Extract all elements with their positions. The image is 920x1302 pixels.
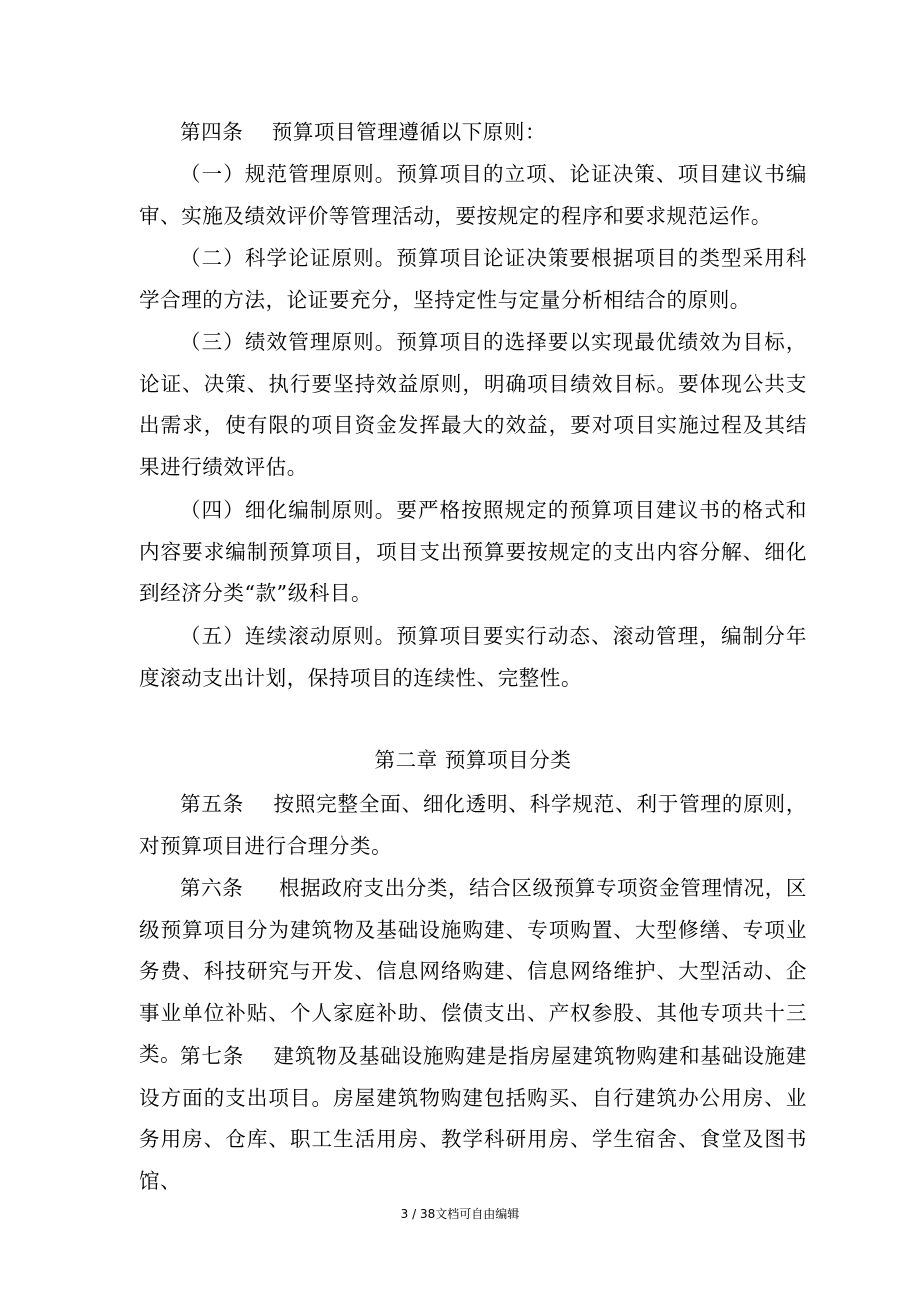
- principle-text: （三）绩效管理原则。预算项目的选择要以实现最优绩效为目标，论证、决策、执行要坚持效益原则，明确项目绩效目标。要体现公共支出需求，使有限的项目资金发挥最大的效益，要对项目实施过程及其结果进行绩效评估。: [139, 330, 807, 479]
- article-text: 根据政府支出分类，结合区级预算专项资金管理情况，区级预算项目分为建筑物及基础设施购建、专项购置、大型修缮、专项业务费、科技研究与开发、信息网络购建、信息网络维护、大型活动、企事业单位补贴、个人家庭补助、偿债支出、产权参股、其他专项共十三类。: [139, 876, 807, 1067]
- chapter-title: 预算项目分类: [444, 748, 572, 772]
- page-number: 3: [400, 1207, 409, 1221]
- article-label: 第七条: [180, 1044, 245, 1068]
- chapter-number: 第二章: [374, 748, 438, 772]
- principle-paragraph: [139, 490, 807, 615]
- chapter-heading: [139, 740, 807, 782]
- article-4-paragraph: [139, 112, 807, 154]
- principle-text: （二）科学论证原则。预算项目论证决策要根据项目的类型采用科学合理的方法，论证要充分，坚持定性与定量分析相结合的原则。: [139, 246, 807, 312]
- principle-paragraph: [139, 322, 807, 488]
- principle-text: （五）连续滚动原则。预算项目要实行动态、滚动管理，编制分年度滚动支出计划，保持项目的连续性、完整性。: [139, 624, 807, 690]
- principle-paragraph: [139, 616, 807, 699]
- article-text: 预算项目管理遵循以下原则：: [271, 120, 547, 144]
- article-text: 按照完整全面、细化透明、科学规范、利于管理的原则，对预算项目进行合理分类。: [139, 792, 807, 858]
- article-label: 第五条: [180, 792, 245, 816]
- principle-paragraph: [139, 238, 807, 321]
- page-separator: /: [412, 1207, 417, 1221]
- article-text: 建筑物及基础设施购建是指房屋建筑物购建和基础设施建设方面的支出项目。房屋建筑物购建包括购买、自行建筑办公用房、业务用房、仓库、职工生活用房、教学科研用房、学生宿舍、食堂及图书馆、: [139, 1044, 807, 1193]
- article-5-paragraph: [139, 784, 807, 867]
- page-total: 38: [420, 1207, 436, 1221]
- article-7-paragraph: [139, 1036, 807, 1202]
- principle-paragraph: [139, 154, 807, 237]
- principle-text: （一）规范管理原则。预算项目的立项、论证决策、项目建议书编审、实施及绩效评价等管理活动，要按规定的程序和要求规范运作。: [139, 162, 807, 228]
- principle-text: （四）细化编制原则。要严格按照规定的预算项目建议书的格式和内容要求编制预算项目，项目支出预算要按规定的支出内容分解、细化到经济分类“款”级科目。: [139, 498, 807, 606]
- article-label: 第四条: [180, 120, 244, 144]
- article-label: 第六条: [180, 876, 244, 900]
- page-footer: [0, 1206, 920, 1222]
- footer-note: 文档可自由编辑: [435, 1207, 520, 1221]
